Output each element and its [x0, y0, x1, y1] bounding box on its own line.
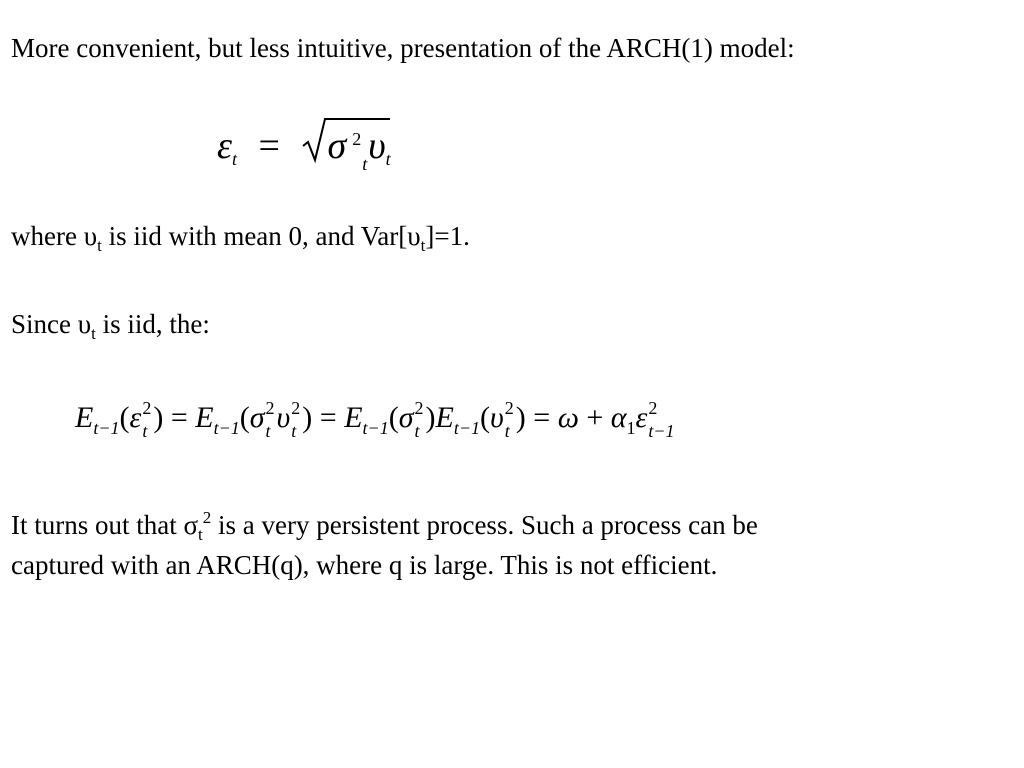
paren-open: ( — [388, 401, 399, 434]
since-text — [11, 304, 210, 344]
epsilon-symbol: ε — [129, 401, 142, 434]
where-middle: is iid with mean 0, and Var[υ — [101, 221, 421, 251]
equals-sign: = — [525, 401, 558, 434]
t-subscript: t — [265, 421, 271, 441]
expectation-operator: E — [435, 401, 454, 434]
paren-close: ) — [302, 401, 313, 434]
sigma-symbol: σ — [249, 401, 265, 434]
sigma-symbol: σ — [398, 401, 414, 434]
conclusion-line-1 — [11, 505, 758, 545]
where-text — [11, 216, 470, 256]
square-superscript: 2 — [504, 398, 514, 418]
plus-sign: + — [578, 401, 611, 434]
where-suffix: ]=1. — [425, 221, 470, 251]
conclusion-subscript: t — [198, 525, 203, 544]
paren-close: ) — [515, 401, 526, 434]
radical-sign-icon — [301, 116, 391, 168]
expectation-subscript: t−1 — [93, 418, 120, 438]
paren-close: ) — [153, 401, 164, 434]
where-prefix: where υ — [11, 221, 98, 251]
since-prefix: Since υ — [11, 309, 92, 339]
upsilon-subscript: t — [385, 149, 391, 169]
conclusion-prefix: It turns out that σ — [11, 510, 199, 540]
conclusion-superscript: 2 — [202, 508, 212, 527]
expectation-operator: E — [195, 401, 214, 434]
omega-symbol: ω — [557, 401, 579, 434]
upsilon-symbol: υ — [368, 125, 386, 167]
paren-close: ) — [425, 401, 436, 434]
equation-arch-representation — [217, 122, 391, 192]
paren-open: ( — [119, 401, 130, 434]
equals-sign: = — [163, 401, 196, 434]
paren-open: ( — [239, 401, 250, 434]
since-subscript: t — [91, 324, 96, 343]
conclusion-line-2: captured with an ARCH(q), where q is large. This is not efficient. — [11, 550, 718, 580]
square-superscript: 2 — [414, 398, 424, 418]
square-superscript: 2 — [265, 398, 275, 418]
conclusion-suffix: is a very persistent process. Such a process can be — [211, 510, 758, 540]
equation-conditional-expectation — [75, 394, 673, 442]
expectation-subscript: t−1 — [362, 418, 389, 438]
sigma-subscript: t — [362, 154, 368, 174]
expectation-operator: E — [344, 401, 363, 434]
sigma-superscript: 2 — [352, 129, 362, 149]
t-subscript: t — [142, 421, 148, 441]
expectation-subscript: t−1 — [213, 418, 240, 438]
alpha-subscript: 1 — [626, 418, 636, 438]
intro-text: More convenient, but less intuitive, presentation of the ARCH(1) model: — [11, 33, 795, 63]
sigma-symbol: σ — [327, 125, 347, 167]
expectation-operator: E — [75, 401, 94, 434]
t-subscript: t — [291, 421, 297, 441]
epsilon-subscript: t — [231, 149, 237, 169]
equals-sign: = — [312, 401, 345, 434]
epsilon-symbol: ε — [635, 401, 648, 434]
square-root — [301, 122, 368, 174]
where-subscript-1: t — [97, 236, 102, 255]
alpha-symbol: α — [610, 401, 627, 434]
since-suffix: is iid, the: — [95, 309, 210, 339]
square-superscript: 2 — [291, 398, 301, 418]
paren-open: ( — [479, 401, 490, 434]
upsilon-symbol: υ — [276, 401, 291, 434]
equals-sign: = — [258, 125, 280, 167]
square-superscript: 2 — [142, 398, 152, 418]
where-subscript-2: t — [420, 236, 426, 255]
epsilon-symbol: ε — [217, 125, 232, 167]
t-subscript: t — [504, 421, 510, 441]
square-superscript: 2 — [648, 398, 658, 418]
t-minus-1-subscript: t−1 — [648, 421, 675, 441]
t-subscript: t — [414, 421, 420, 441]
expectation-subscript: t−1 — [453, 418, 480, 438]
upsilon-symbol: υ — [489, 401, 504, 434]
